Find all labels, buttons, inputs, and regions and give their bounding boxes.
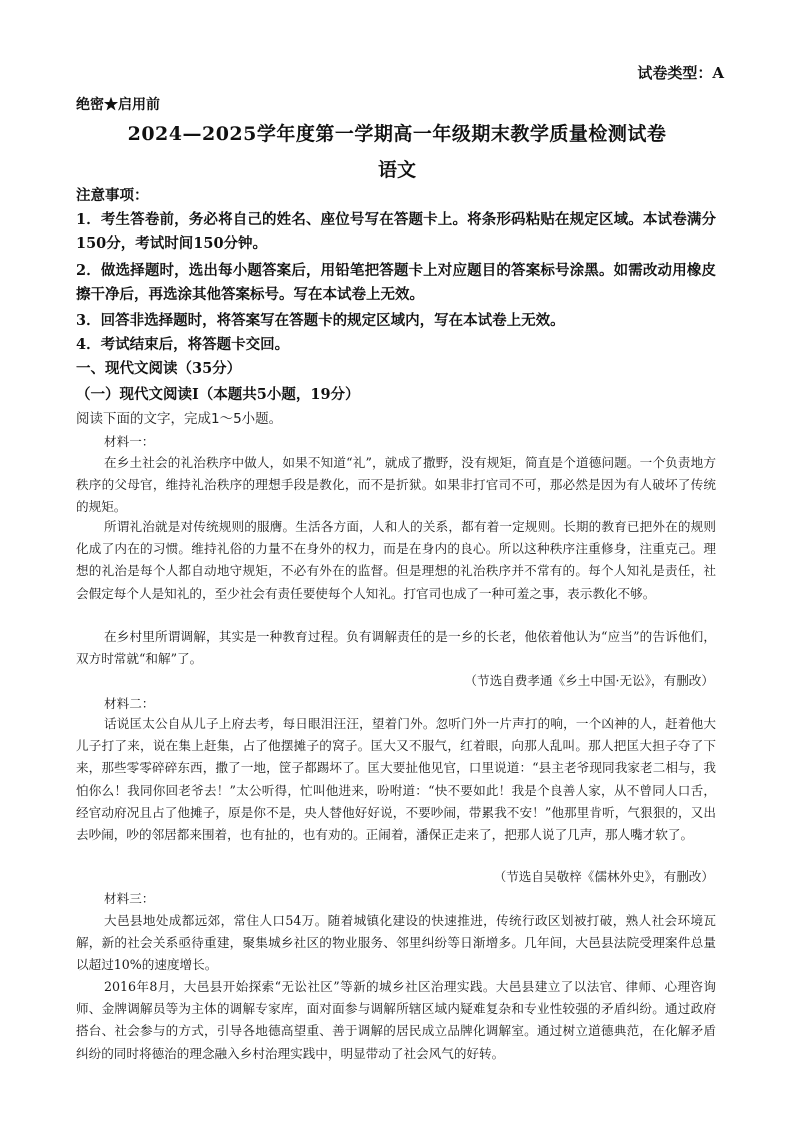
subject-title: 语文: [377, 159, 416, 181]
material-1-paragraph-2: 所谓礼治就是对传统规则的服膺。生活各方面，人和人的关系，都有着一定规则。长期的教育已把外在的规则化成了内在的习惯。维持礼俗的力量不在身外的权力，而是在身内的良心。所以这种秩序注重修身，注重克己。理想的礼治是每个人都自动地守规矩，不必有外在的监督。但是理想的礼治秩序并不常有的。每个人知礼是责任，社会假定每个人是知礼的，至少社会有责任要使每个人知礼。打官司也成了一种可羞之事，表示教化不够。: [76, 519, 716, 601]
section-heading: 一、现代文阅读（35分）: [76, 360, 242, 377]
material-3-paragraph-1: 大邑县地处成都远郊，常住人口54万。随着城镇化建设的快速推进，传统行政区划被打破，熟人社会环境瓦解，新的社会关系亟待重建，聚集城乡社区的物业服务、邻里纠纷等日渐增多。几年间，大邑县法院受理案件总量以超过10%的速度增长。: [76, 913, 716, 973]
notice-item-2: 2．做选择题时，选出每小题答案后，用铅笔把答题卡上对应题目的答案标号涂黑。如需改动用橡皮擦干净后，再选涂其他答案标号。写在本试卷上无效。: [76, 262, 716, 303]
exam-type-label: 试卷类型：A: [637, 64, 724, 82]
material-1-label: 材料一：: [104, 434, 155, 449]
material-1-source: （节选自费孝通《乡土中国·无讼》，有删改）: [464, 673, 714, 688]
exam-title: 2024—2025学年度第一学期高一年级期末教学质量检测试卷: [127, 123, 667, 145]
material-1-paragraph-1: 在乡土社会的礼治秩序中做人，如果不知道“礼”，就成了撒野，没有规矩，简直是个道德问题。一个负责地方秩序的父母官，维持礼治秩序的理想手段是教化，而不是折狱。如果非打官司不可，那必然是因为有人破坏了传统的规矩。: [76, 455, 716, 515]
material-2-source: （节选自吴敬梓《儒林外史》，有删改）: [493, 869, 714, 884]
material-2-label: 材料二：: [104, 696, 155, 711]
notice-item-1: 1．考生答卷前，务必将自己的姓名、座位号写在答题卡上。将条形码粘贴在规定区域。本试卷满分150分，考试时间150分钟。: [76, 211, 716, 252]
material-1-paragraph-3: 在乡村里所谓调解，其实是一种教育过程。负有调解责任的是一乡的长老，他依着他认为“应当”的告诉他们，双方时常就“和解”了。: [76, 629, 716, 667]
material-3-label: 材料三：: [104, 891, 155, 906]
notice-item-4: 4．考试结束后，将答题卡交回。: [76, 336, 290, 353]
notice-heading: 注意事项：: [76, 187, 149, 204]
confidential-label: 绝密★启用前: [76, 97, 160, 113]
material-3-paragraph-2: 2016年8月，大邑县开始探索“无讼社区”等新的城乡社区治理实践。大邑县建立了以法官、律师、心理咨询师、金牌调解员等为主体的调解专家库，面对面参与调解所辖区域内疑难复杂和专业性较强的矛盾纠纷。通过政府搭台、社会参与的方式，引导各地德高望重、善于调解的居民成立品牌化调解室。通过树立道德典范，在化解矛盾纠纷的同时将德治的理念融入乡村治理实践中，明显带动了社会风气的好转。: [76, 979, 716, 1061]
reading-instruction: 阅读下面的文字，完成1～5小题。: [76, 411, 283, 427]
subsection-heading: （一）现代文阅读Ⅰ（本题共5小题，19分）: [76, 386, 360, 403]
material-2-paragraph-1: 话说匡太公自从儿子上府去考，每日眼泪汪汪，望着门外。忽听门外一片声打的响，一个凶神的人，赶着他大儿子打了来，说在集上赶集，占了他摆摊子的窝子。匡大又不服气，红着眼，向那人乱叫。那人把匡大担子夺了下来，那些零零碎碎东西，撒了一地，筐子都踢坏了。匡大要扯他见官，口里说道：“县主老爷现同我家老二相与，我怕你么！我同你回老爷去！”太公听得，忙叫他进来，吩咐道：“快不要如此！我是个良善人家，从不曾同人口舌，经官动府况且占了他摊子，原是你不是，央人替他好好说，不要吵闹，带累我不安！”他那里肯听，气狠狠的，又出去吵闹，吵的邻居都来围着，也有扯的，也有劝的。正闹着，潘保正走来了，把那人说了几声，那人嘴才软了。: [76, 716, 716, 843]
notice-item-3: 3．回答非选择题时，将答案写在答题卡的规定区域内，写在本试卷上无效。: [76, 312, 565, 329]
